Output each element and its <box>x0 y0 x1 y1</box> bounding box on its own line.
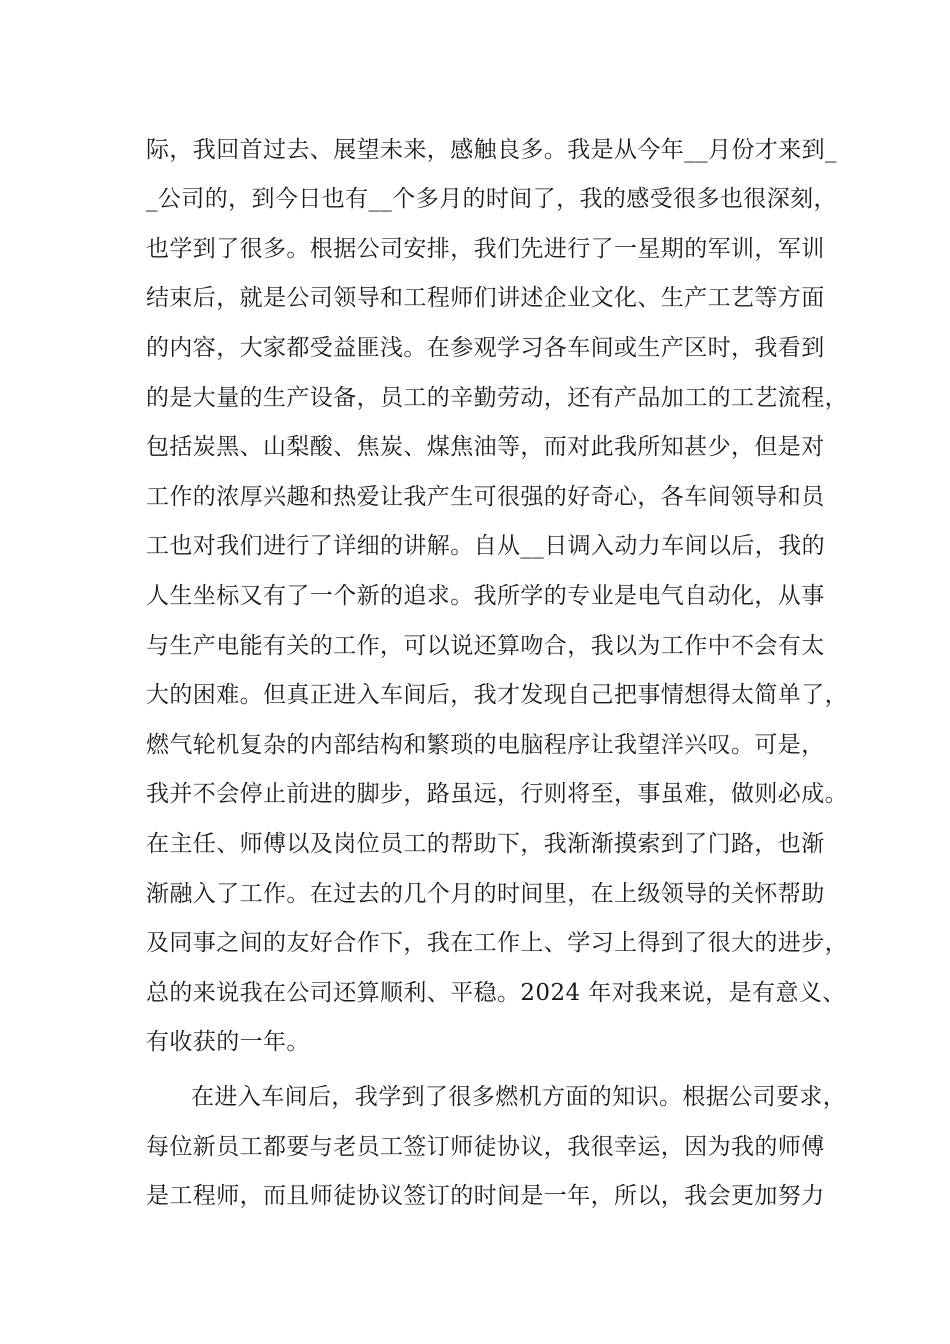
paragraph-1-line-2: _公司的，到今日也有__个多月的时间了，我的感受很多也很深刻， <box>146 186 837 212</box>
paragraph-1-line-14: 我并不会停止前进的脚步，路虽远，行则将至，事虽难，做则必成。 <box>146 781 848 807</box>
paragraph-1-line-3: 也学到了很多。根据公司安排，我们先进行了一星期的军训，军训 <box>146 236 825 262</box>
paragraph-1-line-5: 的内容，大家都受益匪浅。在参观学习各车间或生产区时，我看到 <box>146 335 825 361</box>
paragraph-1-line-19: 有收获的一年。 <box>146 1029 310 1055</box>
paragraph-1-line-4: 结束后，就是公司领导和工程师们讲述企业文化、生产工艺等方面 <box>146 285 825 311</box>
paragraph-1-line-6: 的是大量的生产设备，员工的辛勤劳动，还有产品加工的工艺流程， <box>146 385 848 411</box>
paragraph-1-line-17: 及同事之间的友好合作下，我在工作上、学习上得到了很大的进步， <box>146 930 848 956</box>
paragraph-2-line-2: 每位新员工都要与老员工签订师徒协议，我很幸运，因为我的师傅 <box>146 1134 825 1160</box>
paragraph-1-line-1: 际，我回首过去、展望未来，感触良多。我是从今年__月份才来到_ <box>146 137 837 163</box>
paragraph-1-line-9: 工也对我们进行了详细的讲解。自从__日调入动力车间以后，我的 <box>146 533 825 559</box>
paragraph-1-line-16: 渐融入了工作。在过去的几个月的时间里，在上级领导的关怀帮助 <box>146 881 825 907</box>
paragraph-1-line-15: 在主任、师傅以及岗位员工的帮助下，我渐渐摸索到了门路，也渐 <box>146 831 825 857</box>
paragraph-1-line-10: 人生坐标又有了一个新的追求。我所学的专业是电气自动化，从事 <box>146 583 825 609</box>
paragraph-2-line-1: 在进入车间后，我学到了很多燃机方面的知识。根据公司要求， <box>191 1084 847 1110</box>
paragraph-1-line-11: 与生产电能有关的工作，可以说还算吻合，我以为工作中不会有太 <box>146 633 825 659</box>
paragraph-1-line-12: 大的困难。但真正进入车间后，我才发现自己把事情想得太简单了， <box>146 682 848 708</box>
paragraph-1-line-7: 包括炭黑、山梨酸、焦炭、煤焦油等，而对此我所知甚少，但是对 <box>146 434 825 460</box>
paragraph-1-line-13: 燃气轮机复杂的内部结构和繁琐的电脑程序让我望洋兴叹。可是， <box>146 732 825 758</box>
paragraph-1-line-8: 工作的浓厚兴趣和热爱让我产生可很强的好奇心，各车间领导和员 <box>146 484 825 510</box>
paragraph-1-line-18: 总的来说我在公司还算顺利、平稳。2024 年对我来说，是有意义、 <box>146 980 846 1006</box>
paragraph-2-line-3: 是工程师，而且师徒协议签订的时间是一年，所以，我会更加努力 <box>146 1183 825 1209</box>
